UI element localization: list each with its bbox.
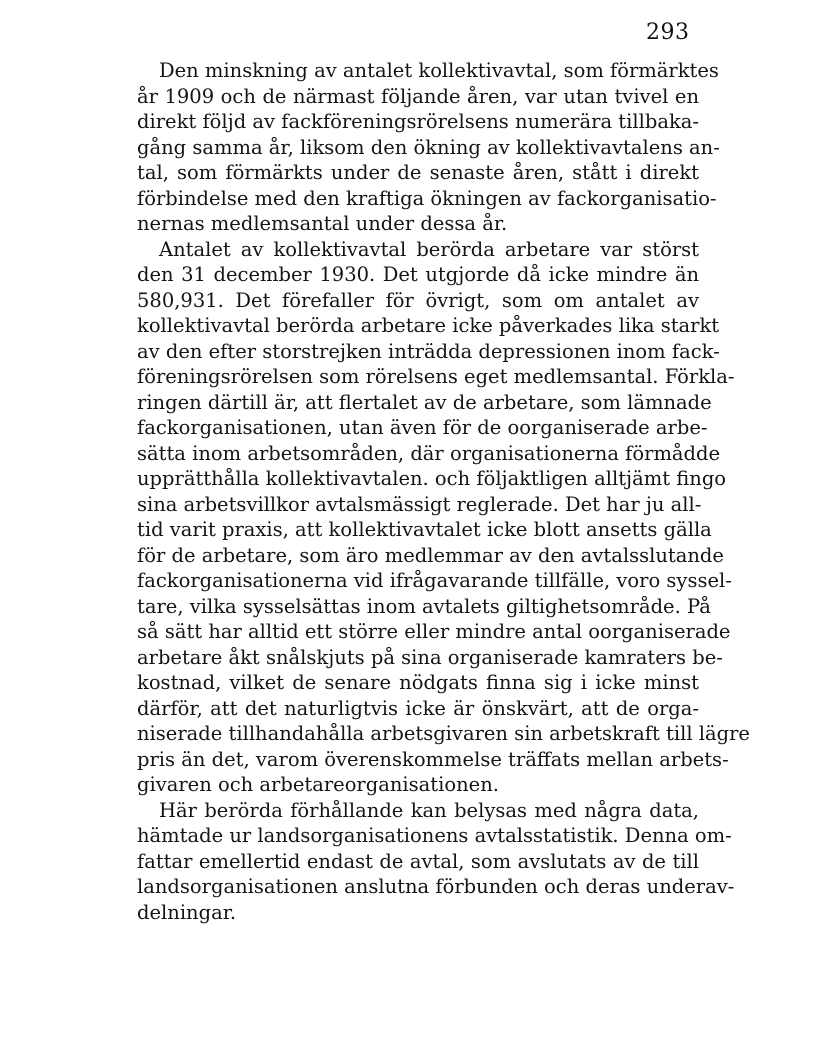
paragraph-1 [137,58,720,237]
text-line: därför, att det naturligtvis icke är önskvärt, att de orga- [137,696,699,720]
text-line: nernas medlemsantal under dessa år. [137,212,508,235]
text-line: niserade tillhandahålla arbetsgivaren sin arbetskraft till lägre [137,722,750,745]
text-line: Antalet av kollektivavtal berörda arbetare var störst [159,237,699,261]
text-line: den 31 december 1930. Det utgjorde då icke mindre än [137,263,699,286]
text-line: Här berörda förhållande kan belysas med några data, [159,798,699,822]
text-line: tal, som förmärkts under de senaste åren, stått i direkt [137,161,699,184]
text-line: 580,931. Det förefaller för övrigt, som om antalet av [137,288,699,312]
page-number: 293 [646,20,690,45]
text-line: fattar emellertid endast de avtal, som avslutats av de till [137,849,699,873]
text-line: delningar. [137,900,237,924]
text-line: förbindelse med den kraftiga ökningen av fackorganisatio- [137,186,717,210]
text-line: gång samma år, liksom den ökning av kollektivavtalens an- [137,135,720,159]
text-line: kostnad, vilket de senare nödgats finna sig i icke minst [137,671,699,694]
text-line: så sätt har alltid ett större eller mindre antal oorganiserade [137,620,731,643]
text-line: av den efter storstrejken inträdda depressionen inom fack- [137,339,720,363]
text-line: Den minskning av antalet kollektivavtal, som förmärktes [159,59,719,82]
text-line: landsorganisationen anslutna förbunden och deras underav- [137,875,735,898]
text-line: kollektivavtal berörda arbetare icke påverkades lika starkt [137,314,720,337]
text-line: ringen därtill är, att flertalet av de arbetare, som lämnade [137,390,712,414]
text-line: för de arbetare, som äro medlemmar av den avtalsslutande [137,543,724,567]
text-line: år 1909 och de närmast följande åren, var utan tvivel en [137,84,699,108]
text-line: givaren och arbetareorganisationen. [137,773,499,796]
paragraph-3 [137,798,735,926]
text-line: fackorganisationerna vid ifrågavarande tillfälle, voro syssel- [137,569,732,592]
text-line: direkt följd av fackföreningsrörelsens numerära tillbaka- [137,110,699,133]
text-line: fackorganisationen, utan även för de oorganiserade arbe- [137,416,708,439]
body-text [137,58,750,925]
text-line: pris än det, varom överenskommelse träffats mellan arbets- [137,747,729,771]
text-line: sätta inom arbetsområden, där organisationerna förmådde [137,441,721,465]
text-line: hämtade ur landsorganisationens avtalsstatistik. Denna om- [137,824,732,847]
paragraph-2 [137,237,750,798]
text-line: föreningsrörelsen som rörelsens eget medlemsantal. Förkla- [137,365,735,388]
text-line: tare, vilka sysselsättas inom avtalets giltighetsområde. På [137,594,711,618]
text-line: upprätthålla kollektivavtalen. och följaktligen alltjämt fingo [137,467,727,490]
text-line: tid varit praxis, att kollektivavtalet icke blott ansetts gälla [137,518,712,541]
text-line: sina arbetsvillkor avtalsmässigt reglerade. Det har ju all- [137,492,702,516]
text-line: arbetare åkt snålskjuts på sina organiserade kamraters be- [137,645,723,669]
